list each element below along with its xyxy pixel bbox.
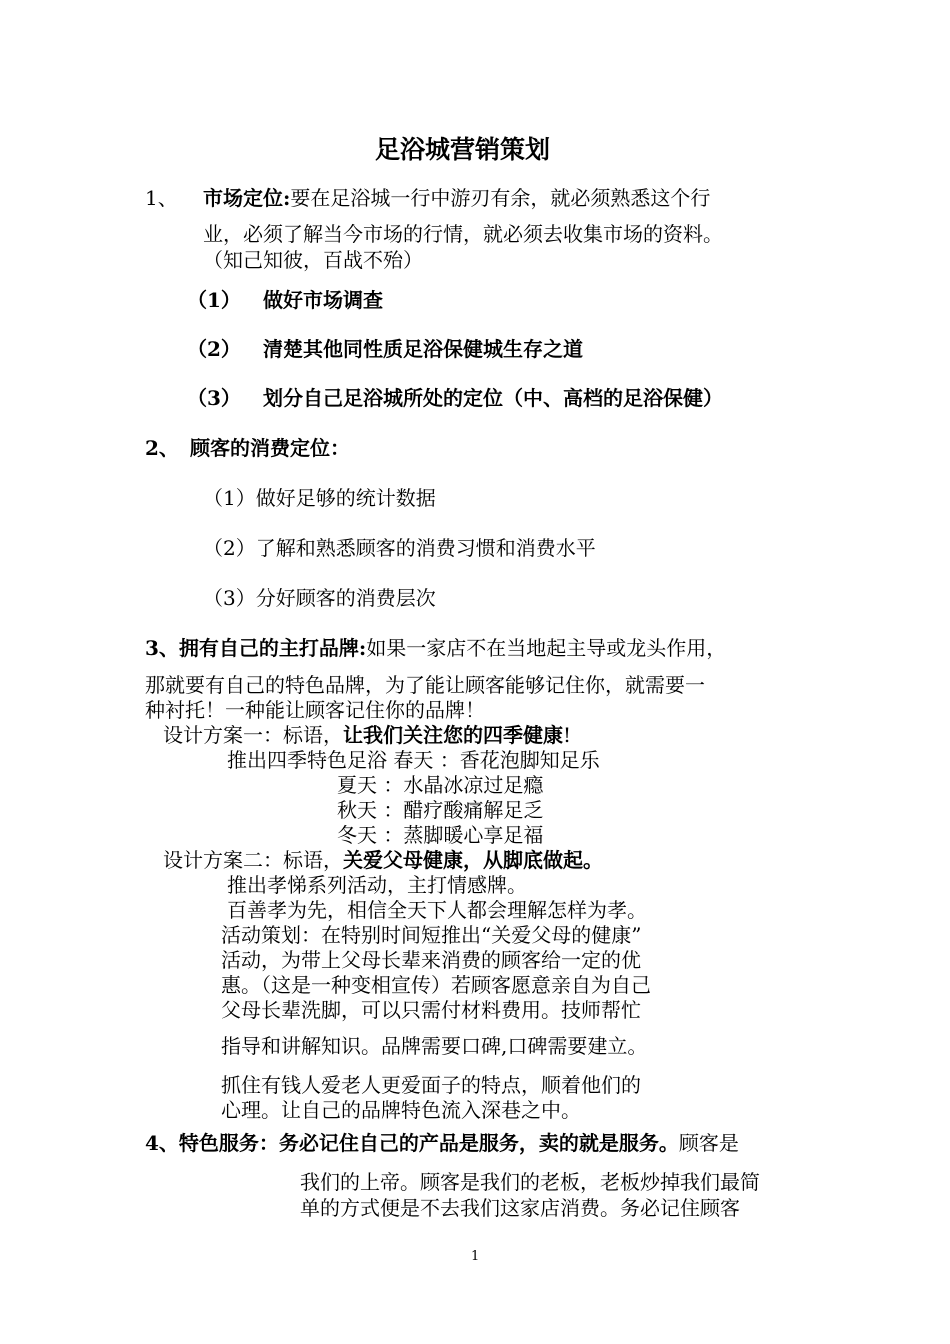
section-3-text-1: 如果一家店不在当地起主导或龙头作用， xyxy=(366,636,727,660)
plan-2-line-3: 活动策划：在特别时间短推出“关爱父母的健康” xyxy=(221,923,642,947)
section-3-heading: 拥有自己的主打品牌: xyxy=(178,636,367,660)
section-2-number: 2、 xyxy=(145,436,179,460)
section-2-item-3: （3）分好顾客的消费层次 xyxy=(203,586,436,610)
plan-1-winter: 冬天 ：蒸脚暖心享足福 xyxy=(337,823,544,847)
plan-1-prefix: 设计方案一：标语， xyxy=(163,723,343,747)
plan-2-line-5: 惠。（这是一种变相宣传）若顾客愿意亲自为自己 xyxy=(221,973,651,997)
section-4-text-1: 顾客是 xyxy=(678,1131,739,1155)
section-4-line-3: 单的方式便是不去我们这家店消费。务必记住顾客 xyxy=(300,1196,740,1220)
plan-2-line-6: 父母长辈洗脚，可以只需付材料费用。技师帮忙 xyxy=(221,998,641,1022)
plan-2-line-4: 活动，为带上父母长辈来消费的顾客给一定的优 xyxy=(221,948,641,972)
section-1-heading: 市场定位: xyxy=(203,186,291,210)
plan-2-line-2: 百善孝为先，相信全天下人都会理解怎样为孝。 xyxy=(227,898,647,922)
section-1-item-1-text: 做好市场调查 xyxy=(263,288,383,312)
section-4-line-2: 我们的上帝。顾客是我们的老板，老板炒掉我们最简 xyxy=(300,1170,760,1194)
section-3-number: 3、 xyxy=(145,636,179,660)
plan-2-slogan-line xyxy=(163,848,603,872)
plan-1-slogan: 让我们关注您的四季健康 xyxy=(343,723,563,747)
section-1-item-2-number: （2） xyxy=(187,337,241,361)
plan-2-slogan: 关爱父母健康，从脚底做起。 xyxy=(343,848,603,872)
section-4-heading: 4、特色服务：务必记住自己的产品是服务，卖的就是服务。 xyxy=(145,1131,679,1155)
section-3-line-2: 那就要有自己的特色品牌，为了能让顾客能够记住你，就需要一 xyxy=(145,673,705,697)
section-2-heading: 顾客的消费定位： xyxy=(190,436,350,460)
section-1-line-2: 业，必须了解当今市场的行情，就必须去收集市场的资料。 xyxy=(203,222,723,246)
section-3-line-1 xyxy=(145,636,726,660)
plan-2-line-1: 推出孝悌系列活动，主打情感牌。 xyxy=(227,873,527,897)
section-2-item-2: （2）了解和熟悉顾客的消费习惯和消费水平 xyxy=(203,536,596,560)
section-3-line-3: 种衬托！一种能让顾客记住你的品牌！ xyxy=(145,698,485,722)
page-number: 1 xyxy=(471,1249,480,1264)
plan-1-autumn: 秋天 ：醋疗酸痛解足乏 xyxy=(337,798,544,822)
section-1-line-3: （知己知彼，百战不殆） xyxy=(203,248,423,272)
plan-1-summer: 夏天 ：水晶冰凉过足瘾 xyxy=(337,773,544,797)
section-1-item-2-text: 清楚其他同性质足浴保健城生存之道 xyxy=(263,337,583,361)
section-1-text-1: 要在足浴城一行中游刃有余，就必须熟悉这个行 xyxy=(290,186,711,210)
section-4-line-1 xyxy=(145,1131,739,1155)
plan-2-line-9: 心理。让自己的品牌特色流入深巷之中。 xyxy=(221,1098,581,1122)
section-1-item-1-number: （1） xyxy=(187,288,241,312)
section-1-number: 1、 xyxy=(145,186,178,210)
plan-1-intro: 推出四季特色足浴 春天 ：香花泡脚知足乐 xyxy=(227,748,600,772)
plan-2-line-8: 抓住有钱人爱老人更爱面子的特点，顺着他们的 xyxy=(221,1073,641,1097)
plan-1-suffix: ! xyxy=(563,723,572,747)
plan-1-slogan-line xyxy=(163,723,571,747)
plan-2-prefix: 设计方案二：标语， xyxy=(163,848,343,872)
section-1-line-1 xyxy=(203,186,710,210)
document-title: 足浴城营销策划 xyxy=(375,135,551,164)
plan-2-line-7: 指导和讲解知识。品牌需要口碑,口碑需要建立。 xyxy=(221,1034,648,1058)
section-1-item-3-text: 划分自己足浴城所处的定位（中、高档的足浴保健） xyxy=(263,386,723,410)
section-1-item-3-number: （3） xyxy=(187,386,241,410)
section-2-item-1: （1）做好足够的统计数据 xyxy=(203,486,436,510)
